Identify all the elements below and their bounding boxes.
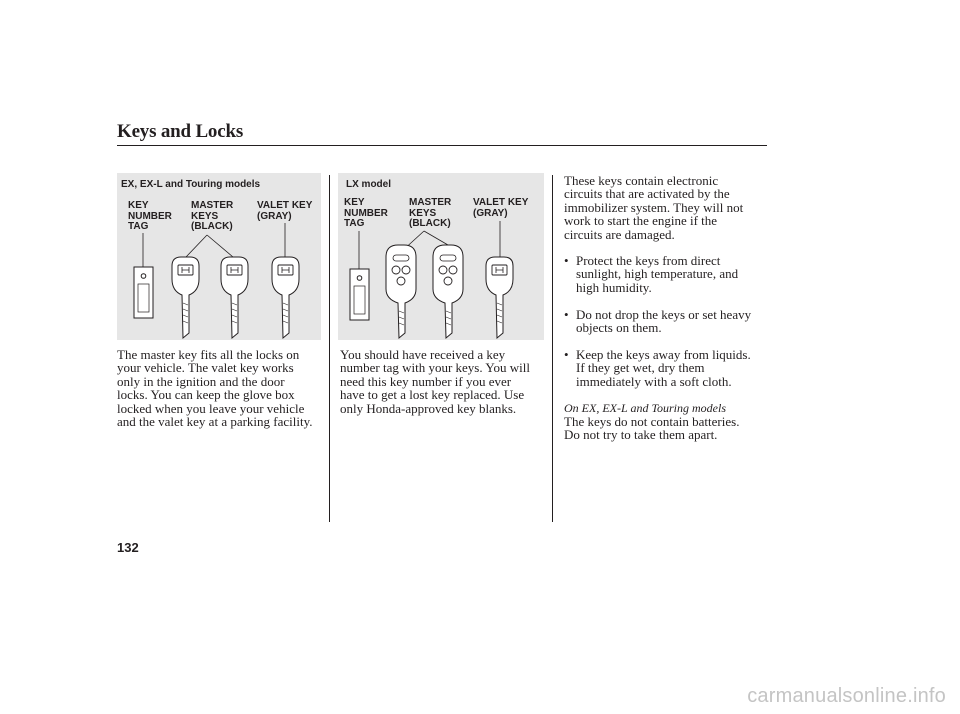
valet-key-icon: [272, 257, 299, 338]
header-rule: [117, 145, 767, 146]
bullet-item-3: • Keep the keys away from liquids. If they get wet, dry them immediately with a soft cloth.: [564, 348, 776, 388]
callout-key-number-tag-ex: KEY NUMBER TAG: [128, 200, 172, 232]
note-text: The keys do not contain batteries. Do not try to take them apart.: [564, 414, 740, 443]
callout-master-keys-lx: MASTER KEYS (BLACK): [409, 197, 452, 229]
callout-valet-key-ex: VALET KEY (GRAY): [257, 200, 313, 222]
column-2-text: You should have received a key number tag with your keys. You will need this key number if you ever have to get a lost key replaced. Use only Honda-approved key blanks.: [340, 347, 530, 416]
callout-valet-key-lx: VALET KEY (GRAY): [473, 197, 529, 219]
remote-master-key-icon-1: [386, 245, 416, 338]
panel-title-lx: LX model: [346, 179, 392, 190]
key-number-tag-icon: [134, 267, 153, 318]
watermark: carmanualsonline.info: [747, 685, 946, 707]
remote-master-key-icon-2: [433, 245, 463, 338]
valet-key-icon-lx: [486, 257, 513, 338]
page-title: Keys and Locks: [117, 121, 244, 142]
callout-key-number-tag-lx: KEY NUMBER TAG: [344, 197, 388, 229]
column-3-intro: These keys contain electronic circuits that are activated by the immobilizer system. They will not work to start the engine if the circuits are damaged.: [564, 173, 744, 242]
master-key-icon-1: [172, 257, 199, 338]
key-number-tag-icon-lx: [350, 269, 369, 320]
illustration-panel-lx: [338, 173, 544, 340]
illustration-panel-ex: [117, 173, 321, 340]
keys-illustration-lx: [338, 173, 544, 340]
panel-title-ex: EX, EX-L and Touring models: [121, 179, 261, 190]
page-number: 132: [117, 540, 139, 555]
column-divider-1: [329, 175, 330, 522]
note-heading: On EX, EX-L and Touring models: [564, 401, 727, 415]
column-1-text: The master key fits all the locks on your vehicle. The valet key works only in the ignition and the door locks. You can keep the glove box locked when you leave your vehicle and the valet key at a parking facility.: [117, 347, 313, 430]
keys-illustration-ex: [117, 173, 321, 340]
master-key-icon-2: [221, 257, 248, 338]
callout-master-keys-ex: MASTER KEYS (BLACK): [191, 200, 234, 232]
bullet-item-1: • Protect the keys from direct sunlight, high temperature, and high humidity.: [564, 254, 776, 294]
column-divider-2: [552, 175, 553, 522]
bullet-item-2: • Do not drop the keys or set heavy objects on them.: [564, 308, 776, 335]
